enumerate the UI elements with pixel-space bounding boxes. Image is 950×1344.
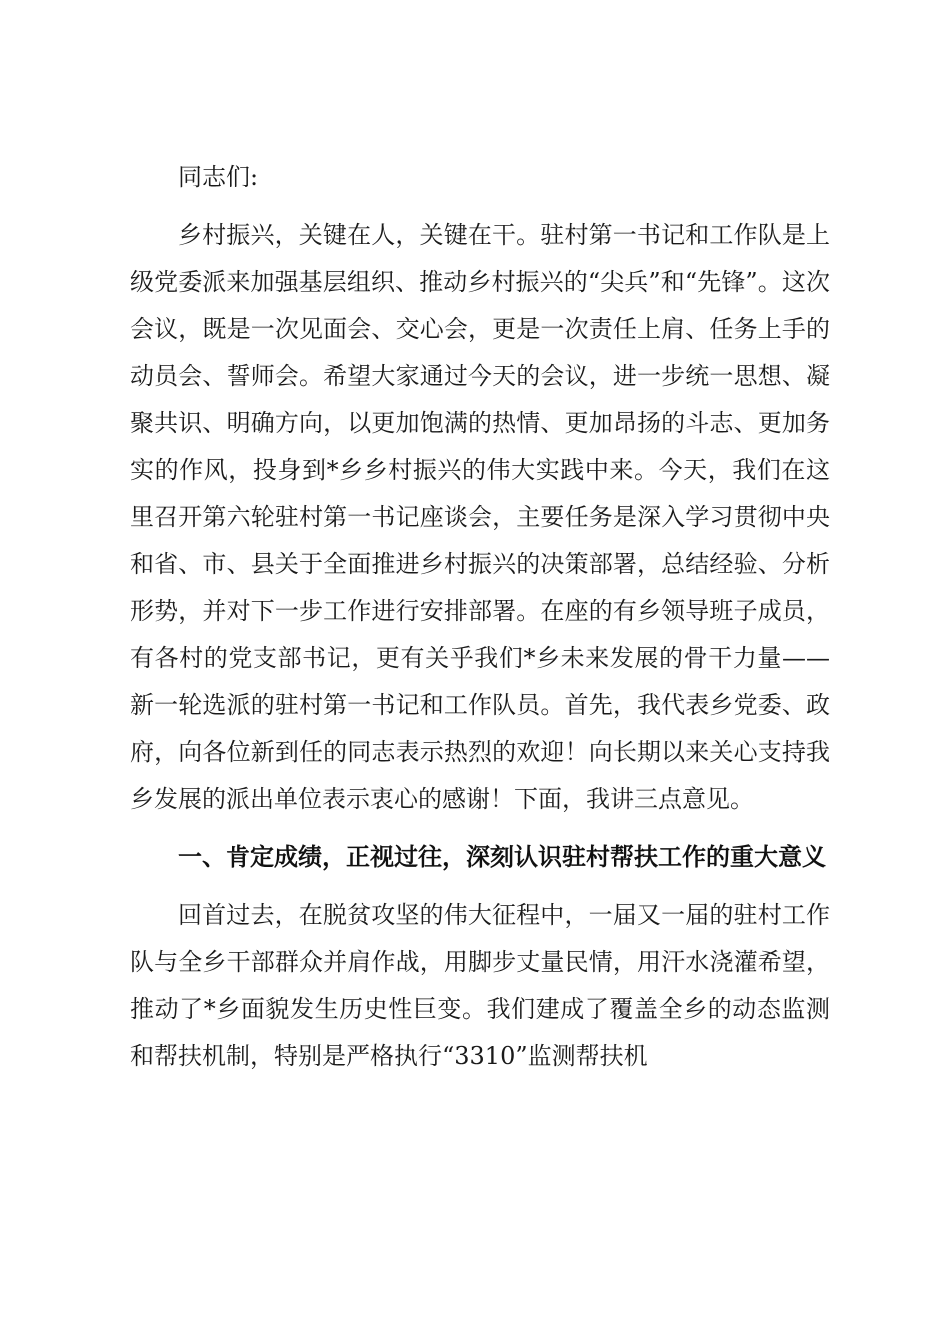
- section-paragraph: 回首过去，在脱贫攻坚的伟大征程中，一届又一届的驻村工作队与全乡干部群众并肩作战，用脚步丈量民情，用汗水浇灌希望，推动了*乡面貌发生历史性巨变。我们建成了覆盖全乡的动态监测和帮扶机制，特别是严格执行“3310”监测帮扶机: [130, 901, 830, 1070]
- opening-paragraph: 乡村振兴，关键在人，关键在干。驻村第一书记和工作队是上级党委派来加强基层组织、推动乡村振兴的“尖兵”和“先锋”。这次会议，既是一次见面会、交心会，更是一次责任上肩、任务上手的动员会、誓师会。希望大家通过今天的会议，进一步统一思想、凝聚共识、明确方向，以更加饱满的热情、更加昂扬的斗志、更加务实的作风，投身到*乡乡村振兴的伟大实践中来。今天，我们在这里召开第六轮驻村第一书记座谈会，主要任务是深入学习贯彻中央和省、市、县关于全面推进乡村振兴的决策部署，总结经验、分析形势，并对下一步工作进行安排部署。在座的有乡领导班子成员，有各村的党支部书记，更有关乎我们*乡未来发展的骨干力量——新一轮选派的驻村第一书记和工作队员。首先，我代表乡党委、政府，向各位新到任的同志表示热烈的欢迎！向长期以来关心支持我乡发展的派出单位表示衷心的感谢！下面，我讲三点意见。: [130, 221, 830, 813]
- document-body: [130, 154, 830, 1080]
- section-heading: 一、肯定成绩，正视过往，深刻认识驻村帮扶工作的重大意义: [178, 843, 826, 871]
- salutation: 同志们:: [178, 163, 259, 191]
